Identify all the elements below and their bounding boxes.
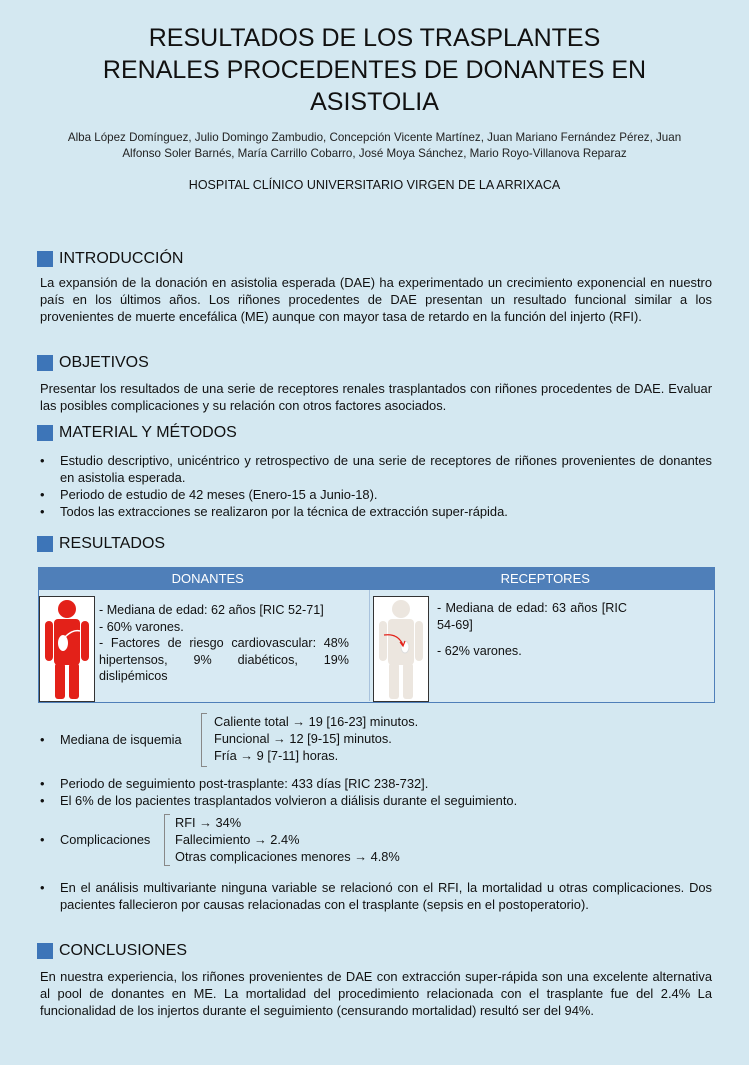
- section-square-icon: [37, 425, 53, 441]
- results-table: [38, 567, 715, 703]
- section-square-icon: [37, 943, 53, 959]
- donantes-header: DONANTES: [171, 571, 244, 586]
- title-line-1: RESULTADOS DE LOS TRASPLANTES: [148, 24, 601, 52]
- list-item: • Todos las extracciones se realizaron por la técnica de extracción super-rápida.: [40, 503, 712, 520]
- list-item: • Periodo de estudio de 42 meses (Enero-15 a Junio-18).: [40, 486, 712, 503]
- section-heading-label: INTRODUCCIÓN: [59, 250, 184, 267]
- bullet: •: [40, 832, 45, 847]
- receptores-edad: - Mediana de edad: 63 años [RIC 54-69]: [437, 601, 627, 632]
- isquemia-caliente: Caliente total → 19 [16-23] minutos.: [214, 714, 419, 729]
- table-divider: [369, 590, 370, 701]
- introduccion-text: La expansión de la donación en asistolia esperada (DAE) ha experimentado un crecimiento exponencial en nuestro país en los últimos años. Los riñones procedentes de DAE presentan un resultado funcional similar a los provenientes de muerte encefálica (ME) aunque con mayor tasa de retardo en la función del injerto (RFI).: [40, 275, 712, 324]
- receptores-varones: - 62% varones.: [437, 644, 522, 658]
- resultados-list: [40, 775, 712, 809]
- section-heading-label: RESULTADOS: [59, 535, 166, 552]
- complicaciones-brace: [164, 814, 170, 866]
- authors-line-1: Alba López Domínguez, Julio Domingo Zambudio, Concepción Vicente Martínez, Juan Mariano Fernández Pérez, Juan: [67, 131, 682, 144]
- donor-body-icon: [40, 597, 94, 701]
- authors-line-2: Alfonso Soler Barnés, María Carrillo Cobarro, José Moya Sánchez, Mario Royo-Villanova Reparaz: [122, 147, 627, 160]
- list-item: • Periodo de seguimiento post-trasplante: 433 días [RIC 238-732].: [40, 775, 712, 792]
- complicaciones-label: Complicaciones: [60, 832, 151, 847]
- section-heading-objetivos: [37, 354, 149, 372]
- complicaciones-row: [40, 831, 150, 848]
- hospital: HOSPITAL CLÍNICO UNIVERSITARIO VIRGEN DE LA ARRIXACA: [188, 178, 561, 192]
- section-heading-resultados: [37, 535, 165, 553]
- results-table-header: [39, 568, 714, 590]
- section-square-icon: [37, 251, 53, 267]
- isquemia-row: [40, 731, 182, 748]
- title-line-2: RENALES PROCEDENTES DE DONANTES EN: [102, 56, 647, 84]
- section-heading-label: MATERIAL Y MÉTODOS: [59, 424, 237, 441]
- section-heading-label: OBJETIVOS: [59, 354, 149, 371]
- isquemia-fria: Fría → 9 [7-11] horas.: [214, 748, 339, 763]
- donantes-varones: - 60% varones.: [99, 619, 184, 634]
- poster-title: [30, 22, 719, 118]
- isquemia-funcional: Funcional → 12 [9-15] minutos.: [214, 731, 392, 746]
- donor-figure: [39, 596, 95, 702]
- donantes-factores: - Factores de riesgo cardiovascular: 48% hipertensos, 9% diabéticos, 19% dislipémicos: [99, 636, 349, 683]
- title-line-3: ASISTOLIA: [310, 88, 439, 116]
- authors: [40, 130, 709, 162]
- receptores-header: RECEPTORES: [500, 571, 590, 586]
- receptores-text: [437, 600, 627, 660]
- recipient-body-icon: [374, 597, 428, 701]
- conclusiones-text: En nuestra experiencia, los riñones provenientes de DAE con extracción super-rápida son una excelente alternativa al pool de donantes en ME. La mortalidad del procedimiento relacionada con el trasplante fue del 2.4% La funcionalidad de los injertos durante el seguimiento (censurando mortalidad) resultó ser del 94%.: [40, 969, 712, 1018]
- complicaciones-rfi: RFI → 34%: [175, 815, 242, 830]
- section-heading-label: CONCLUSIONES: [59, 942, 188, 959]
- isquemia-items: [214, 713, 418, 764]
- bullet: •: [40, 732, 45, 747]
- objetivos-text: Presentar los resultados de una serie de receptores renales trasplantados con riñones procedentes de DAE. Evaluar las posibles complicaciones y su relación con otros factores asociados.: [40, 381, 712, 413]
- list-item: • Estudio descriptivo, unicéntrico y retrospectivo de una serie de receptores de riñones provenientes de donantes en asistolia esperada.: [40, 452, 712, 486]
- donantes-text: [99, 602, 349, 685]
- complicaciones-fallecimiento: Fallecimiento → 2.4%: [175, 832, 300, 847]
- material-list: [40, 452, 712, 520]
- section-heading-conclusiones: [37, 942, 187, 960]
- list-item: • En el análisis multivariante ninguna variable se relacionó con el RFI, la mortalidad u otras complicaciones. Dos pacientes fallecieron por causas relacionadas con el trasplante (sepsis en el postoperatorio).: [40, 879, 712, 913]
- section-square-icon: [37, 536, 53, 552]
- section-heading-material: [37, 424, 237, 442]
- recipient-figure: [373, 596, 429, 702]
- list-item: • El 6% de los pacientes trasplantados volvieron a diálisis durante el seguimiento.: [40, 792, 712, 809]
- donantes-edad: - Mediana de edad: 62 años [RIC 52-71]: [99, 603, 324, 617]
- section-square-icon: [37, 355, 53, 371]
- isquemia-label: Mediana de isquemia: [60, 732, 182, 747]
- complicaciones-otras: Otras complicaciones menores → 4.8%: [175, 849, 400, 864]
- section-heading-introduccion: [37, 250, 183, 268]
- multivariante-list: [40, 879, 712, 913]
- isquemia-brace: [201, 713, 207, 767]
- complicaciones-items: [175, 814, 400, 865]
